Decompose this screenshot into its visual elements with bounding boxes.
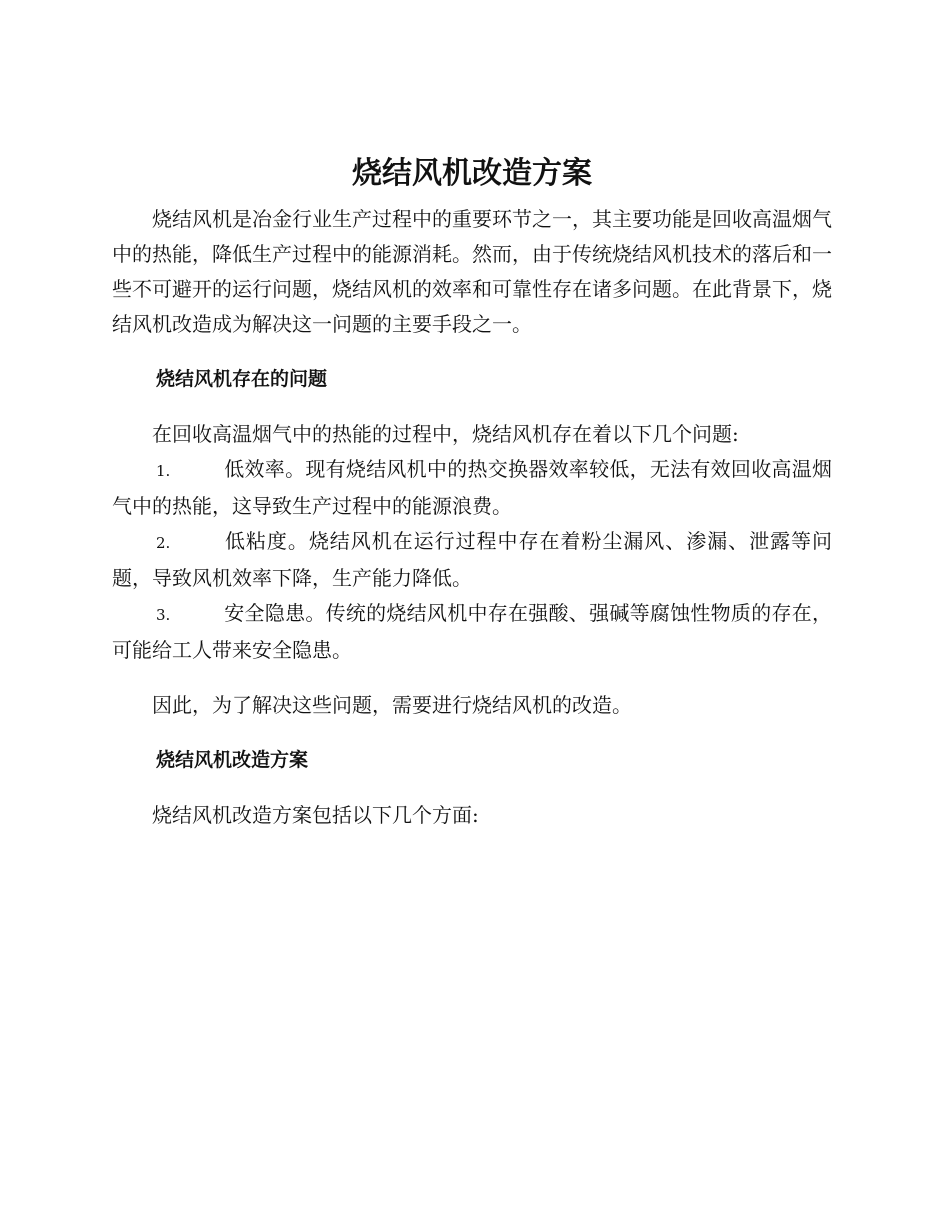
list-item-text: 安全隐患。传统的烧结风机中存在强酸、强碱等腐蚀性物质的存在，可能给工人带来安全隐患。: [112, 601, 832, 662]
list-item-text: 低粘度。烧结风机在运行过程中存在着粉尘漏风、渗漏、泄露等问题，导致风机效率下降，生产能力降低。: [112, 529, 832, 590]
intro-paragraph: 烧结风机是冶金行业生产过程中的重要环节之一，其主要功能是回收高温烟气中的热能，降低生产过程中的能源消耗。然而，由于传统烧结风机技术的落后和一些不可避开的运行问题，烧结风机的效率和可靠性存在诸多问题。在此背景下，烧结风机改造成为解决这一问题的主要手段之一。: [112, 207, 832, 336]
problems-conclusion-paragraph: 因此，为了解决这些问题，需要进行烧结风机的改造。: [152, 693, 632, 717]
list-item: [112, 452, 832, 524]
list-item: [112, 524, 832, 596]
section-heading-plan: 烧结风机改造方案: [156, 749, 309, 771]
section-heading-problems: 烧结风机存在的问题: [156, 368, 328, 390]
list-item: [112, 596, 832, 668]
document-title: 烧结风机改造方案: [352, 156, 592, 191]
list-item-text: 低效率。现有烧结风机中的热交换器效率较低，无法有效回收高温烟气中的热能，这导致生产过程中的能源浪费。: [112, 457, 832, 518]
list-item-number: 2.: [156, 534, 171, 552]
plan-lead-paragraph: 烧结风机改造方案包括以下几个方面:: [152, 803, 479, 827]
document-page: [112, 150, 832, 833]
list-item-number: 3.: [156, 606, 171, 624]
list-item-number: 1.: [156, 462, 171, 480]
problems-lead-paragraph: 在回收高温烟气中的热能的过程中，烧结风机存在着以下几个问题:: [152, 422, 739, 446]
